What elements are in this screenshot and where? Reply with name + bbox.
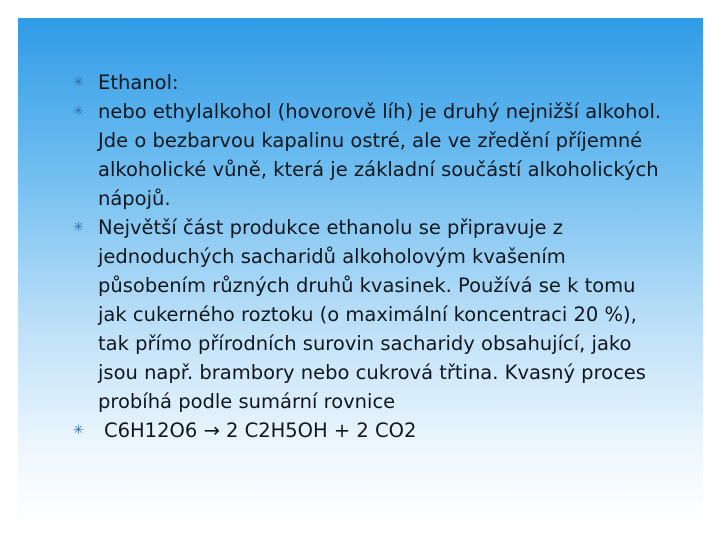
bullet-text: Největší část produkce ethanolu se připravuje z jednoduchých sacharidů alkoholovým kvašením působením různých druhů kvasinek. Používá se k tomu jak cukerného roztoku (o maximální koncentraci 20 %), tak přímo přírodních surovin sacharidy obsahující, jako jsou např. brambory nebo cukrová třtina. Kvasný proces probíhá podle sumární rovnice [98,216,646,413]
asterisk-bullet-icon: ✳ [73,75,84,90]
bullet-list [70,68,670,445]
bullet-item [70,213,670,416]
bullet-text: Ethanol: [98,71,179,94]
bullet-text: nebo ethylalkohol (hovorově líh) je druhý nejnižší alkohol. Jde o bezbarvou kapalinu ostré, ale ve zředění příjemné alkoholické vůně, která je základní součástí alkoholických nápojů. [98,100,662,210]
asterisk-bullet-icon: ✳ [73,220,84,235]
asterisk-bullet-icon: ✳ [73,423,84,438]
bullet-item-formula [70,416,670,445]
bullet-item [70,97,670,213]
formula-text: C6H12O6 → 2 C2H5OH + 2 CO2 [104,419,417,442]
asterisk-bullet-icon: ✳ [73,104,84,119]
bullet-item [70,68,670,97]
